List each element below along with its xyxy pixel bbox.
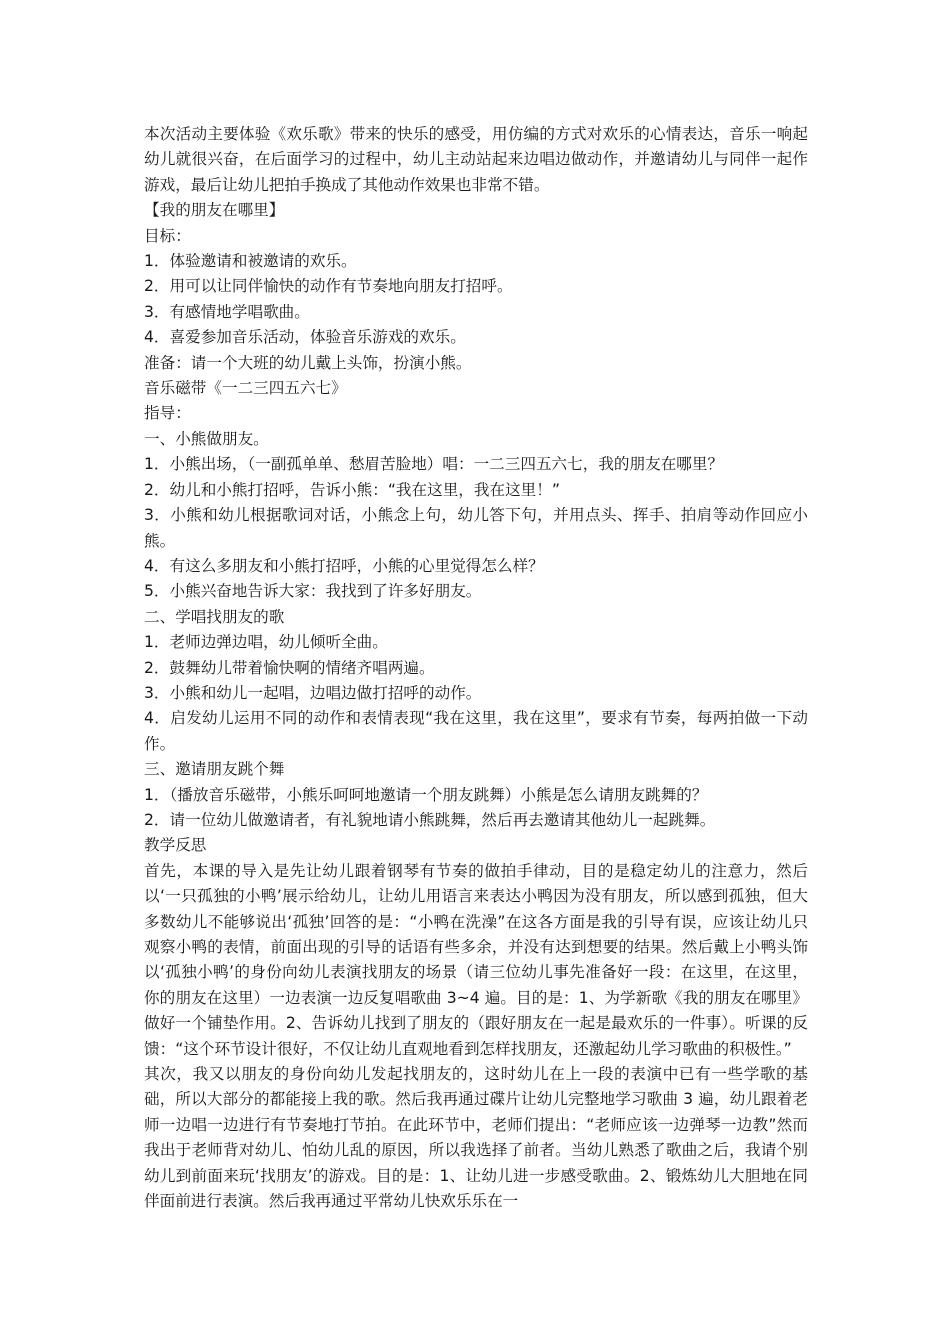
section-title: 【我的朋友在哪里】 [144,201,285,220]
step-item: 3．小熊和幼儿根据歌词对话，小熊念上句，幼儿答下句，并用点头、挥手、拍肩等动作回应小熊。 [144,506,808,550]
step-item: 4．启发幼儿运用不同的动作和表情表现“我在这里，我在这里”，要求有节奏，每两拍做一下动作。 [144,709,808,753]
step-item: 3．小熊和幼儿一起唱，边唱边做打招呼的动作。 [144,683,482,702]
step-item: 4．有这么多朋友和小熊打招呼，小熊的心里觉得怎么样？ [144,556,544,575]
goal-item: 2．用可以让同伴愉快的动作有节奏地向朋友打招呼。 [144,277,513,296]
goal-item: 4．喜爱参加音乐活动，体验音乐游戏的欢乐。 [144,328,466,347]
step-item: 2．请一位幼儿做邀请者，有礼貌地请小熊跳舞，然后再去邀请其他幼儿一起跳舞。 [144,810,716,829]
intro-paragraph: 本次活动主要体验《欢乐歌》带来的快乐的感受，用仿编的方式对欢乐的心情表达，音乐一响起幼儿就很兴奋，在后面学习的过程中，幼儿主动站起来边唱边做动作，并邀请幼儿与同伴一起作游戏，最后让幼儿把拍手换成了其他动作效果也非常不错。 [144,125,808,194]
step-item: 1．（播放音乐磁带，小熊乐呵呵地邀请一个朋友跳舞）小熊是怎么请朋友跳舞的？ [144,785,708,804]
document-page [144,122,808,1214]
reflection-heading: 教学反思 [144,836,207,855]
part-one-heading: 一、小熊做朋友。 [144,429,269,448]
goal-item: 1．体验邀请和被邀请的欢乐。 [144,252,357,271]
step-item: 2．鼓舞幼儿带着愉快啊的情绪齐唱两遍。 [144,658,435,677]
goals-heading: 目标： [144,226,191,245]
part-three-heading: 三、邀请朋友跳个舞 [144,760,285,779]
step-item: 1．老师边弹边唱，幼儿倾听全曲。 [144,633,388,652]
reflection-paragraph-second: 其次，我又以朋友的身份向幼儿发起找朋友的，这时幼儿在上一段的表演中已有一些学歌的基础，所以大部分的都能接上我的歌。然后我再通过碟片让幼儿完整地学习歌曲 3 遍，幼儿跟着老师一边唱一边进行有节奏地打节拍。在此环节中，老师们提出：“老师应该一边弹琴一边教”然而我出于老师背对幼儿、怕幼儿乱的原因，所以我选择了前者。当幼儿熟悉了歌曲之后，我请个别幼儿到前面来玩‘找朋友’的游戏。目的是：1、让幼儿进一步感受歌曲。2、锻炼幼儿大胆地在同伴面前进行表演。然后我再通过平常幼儿快欢乐乐在一 [144,1065,808,1211]
step-item: 5．小熊兴奋地告诉大家：我找到了许多好朋友。 [144,582,482,601]
reflection-paragraph-first: 首先，本课的导入是先让幼儿跟着钢琴有节奏的做拍手律动，目的是稳定幼儿的注意力，然后以‘一只孤独的小鸭’展示给幼儿，让幼儿用语言来表达小鸭因为没有朋友，所以感到孤独，但大多数幼儿不能够说出‘孤独’回答的是：“小鸭在洗澡”在这各方面是我的引导有误，应该让幼儿只观察小鸭的表情，前面出现的引导的话语有些多余，并没有达到想要的结果。然后戴上小鸭头饰以‘孤独小鸭’的身份向幼儿表演找朋友的场景（请三位幼儿事先准备好一段：在这里，在这里，你的朋友在这里）一边表演一边反复唱歌曲 3~4 遍。目的是：1、为学新歌《我的朋友在哪里》做好一个铺垫作用。2、告诉幼儿找到了朋友的（跟好朋友在一起是最欢乐的一件事）。听课的反馈：“这个环节设计很好，不仅让幼儿直观地看到怎样找朋友，还激起幼儿学习歌曲的积极性。” [144,861,808,1058]
goal-item: 3．有感情地学唱歌曲。 [144,302,310,321]
guidance-heading: 指导： [144,404,191,423]
step-item: 1．小熊出场，（一副孤单单、愁眉苦脸地）唱：一二三四五六七，我的朋友在哪里？ [144,455,724,474]
music-tape-line: 音乐磁带《一二三四五六七》 [144,379,347,398]
part-two-heading: 二、学唱找朋友的歌 [144,607,285,626]
step-item: 2．幼儿和小熊打招呼，告诉小熊：“我在这里，我在这里！” [144,480,560,499]
preparation-line: 准备：请一个大班的幼儿戴上头饰，扮演小熊。 [144,353,472,372]
